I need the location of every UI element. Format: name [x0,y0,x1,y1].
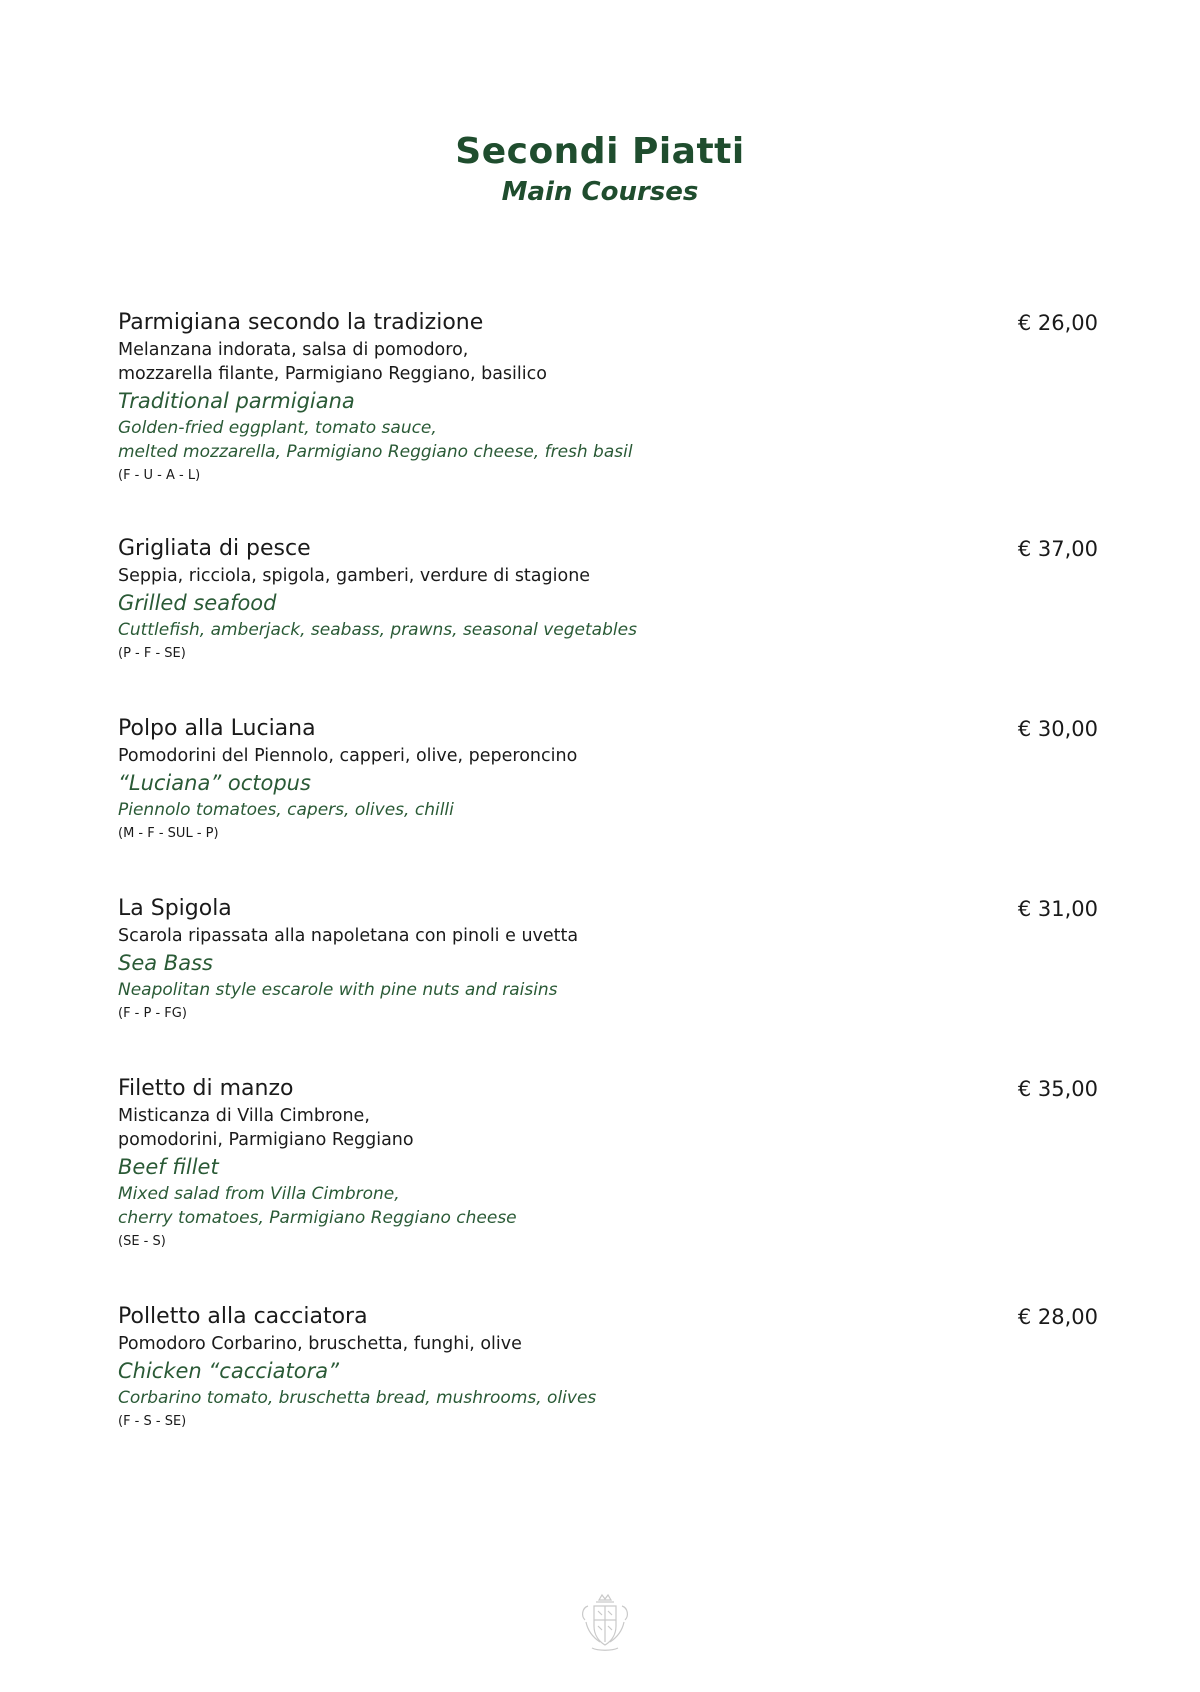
dish-name-english: Beef fillet [118,1155,219,1179]
dish-price: € 37,00 [1017,537,1098,561]
coat-of-arms-icon [578,1592,632,1654]
dish-price: € 28,00 [1017,1305,1098,1329]
allergen-codes: (F - P - FG) [118,1006,187,1021]
dish-description-english: Cuttlefish, amberjack, seabass, prawns, seasonal vegetables [118,620,637,640]
page-title: Secondi Piatti [455,131,745,172]
dish-name: Polpo alla Luciana [118,716,316,741]
dish-name: Parmigiana secondo la tradizione [118,310,484,335]
menu-item-polpo [118,714,1098,846]
allergen-codes: (F - S - SE) [118,1414,187,1429]
dish-description-english: Neapolitan style escarole with pine nuts and raisins [118,980,558,1000]
dish-name: Polletto alla cacciatora [118,1304,368,1329]
menu-item-grigliata [118,534,1098,666]
dish-description: Scarola ripassata alla napoletana con pinoli e uvetta [118,926,579,946]
allergen-codes: (M - F - SUL - P) [118,826,219,841]
dish-name-english: Grilled seafood [118,591,277,615]
dish-price: € 30,00 [1017,717,1098,741]
page-subtitle: Main Courses [501,177,699,207]
dish-description: Pomodorini del Piennolo, capperi, olive, peperoncino [118,746,578,766]
dish-description: Melanzana indorata, salsa di pomodoro, mozzarella filante, Parmigiano Reggiano, basilico [118,340,547,384]
dish-description-english: Piennolo tomatoes, capers, olives, chilli [118,800,454,820]
dish-name: Grigliata di pesce [118,536,311,561]
dish-description: Misticanza di Villa Cimbrone, pomodorini, Parmigiano Reggiano [118,1106,414,1150]
allergen-codes: (SE - S) [118,1234,166,1249]
dish-name-english: Chicken “cacciatora” [118,1359,339,1383]
menu-item-parmigiana [118,308,1098,488]
dish-name: Filetto di manzo [118,1076,294,1101]
menu-item-polletto [118,1302,1098,1434]
dish-name: La Spigola [118,896,232,921]
dish-description: Seppia, ricciola, spigola, gamberi, verdure di stagione [118,566,591,586]
allergen-codes: (P - F - SE) [118,646,186,661]
menu-header [0,130,1200,210]
dish-description-english: Golden-fried eggplant, tomato sauce, melted mozzarella, Parmigiano Reggiano cheese, fresh basil [118,418,633,462]
dish-price: € 31,00 [1017,897,1098,921]
dish-description-english: Mixed salad from Villa Cimbrone, cherry tomatoes, Parmigiano Reggiano cheese [118,1184,517,1228]
menu-item-spigola [118,894,1098,1026]
dish-name-english: Traditional parmigiana [118,389,355,413]
dish-description: Pomodoro Corbarino, bruschetta, funghi, olive [118,1334,522,1354]
dish-name-english: “Luciana” octopus [118,771,311,795]
dish-name-english: Sea Bass [118,951,213,975]
dish-price: € 35,00 [1017,1077,1098,1101]
allergen-codes: (F - U - A - L) [118,468,201,483]
menu-item-filetto [118,1074,1098,1254]
dish-description-english: Corbarino tomato, bruschetta bread, mushrooms, olives [118,1388,597,1408]
dish-price: € 26,00 [1017,311,1098,335]
